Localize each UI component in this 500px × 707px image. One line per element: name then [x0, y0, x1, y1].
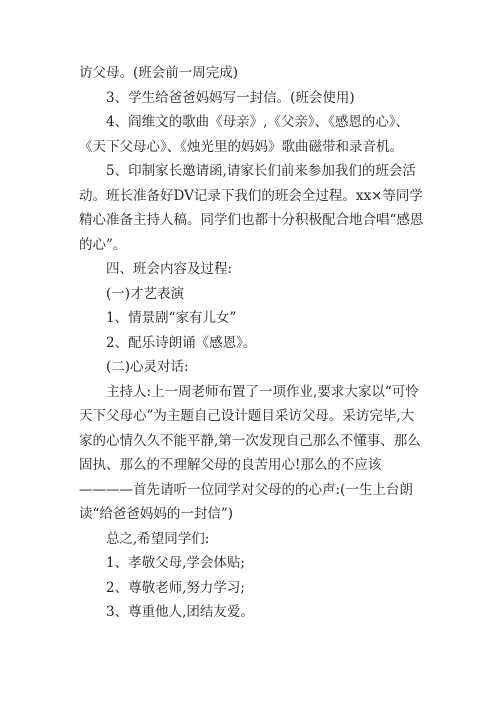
subheading-talent-show: (一)才艺表演 — [106, 285, 185, 302]
document-body — [79, 61, 427, 625]
paragraph-host-speech: 主持人:上一周老师布置了一项作业,要求大家以“可怜天下父母心”为主题自己设计题目采访父母。采访完毕,大家的心情久久不能平静,第一次发现自己那么不懂事、那么固执、那么的不理解父母的良苦用心!那么的不应该————首先请听一位同学对父母的的心声:(一生上台朗读“给爸爸妈妈的一封信”) — [79, 383, 421, 522]
paragraph-summary-intro: 总之,希望同学们: — [106, 530, 210, 547]
subheading-heart-dialogue: (二)心灵对话: — [106, 359, 189, 375]
paragraph-item-4-songs: 4、阎维文的歌曲《母亲》,《父亲》、《感恩的心》、《天下父母心》、《烛光里的妈妈》歌曲磁带和录音机。 — [79, 114, 410, 155]
paragraph-visit-parents-note: 访父母。(班会前一周完成) — [79, 65, 239, 81]
section-heading-four: 四、班会内容及过程: — [106, 261, 233, 277]
list-item-poem: 2、配乐诗朗诵《感恩》。 — [106, 334, 257, 351]
list-item-respect-teachers: 2、尊敬老师,努力学习; — [106, 579, 245, 596]
paragraph-item-5-invitation: 5、印制家长邀请函,请家长们前来参加我们的班会活动。班长准备好DV记录下我们的班会全过程。xx×等同学精心准备主持人稿。同学们也都十分积极配合地合唱“感恩的心”。 — [79, 163, 424, 253]
list-item-respect-parents: 1、孝敬父母,学会体贴; — [106, 555, 245, 571]
list-item-respect-others: 3、尊重他人,团结友爱。 — [106, 604, 254, 620]
paragraph-item-3-letter: 3、学生给爸爸妈妈写一封信。(班会使用) — [106, 89, 355, 106]
list-item-drama: 1、情景剧“家有儿女” — [106, 310, 237, 326]
